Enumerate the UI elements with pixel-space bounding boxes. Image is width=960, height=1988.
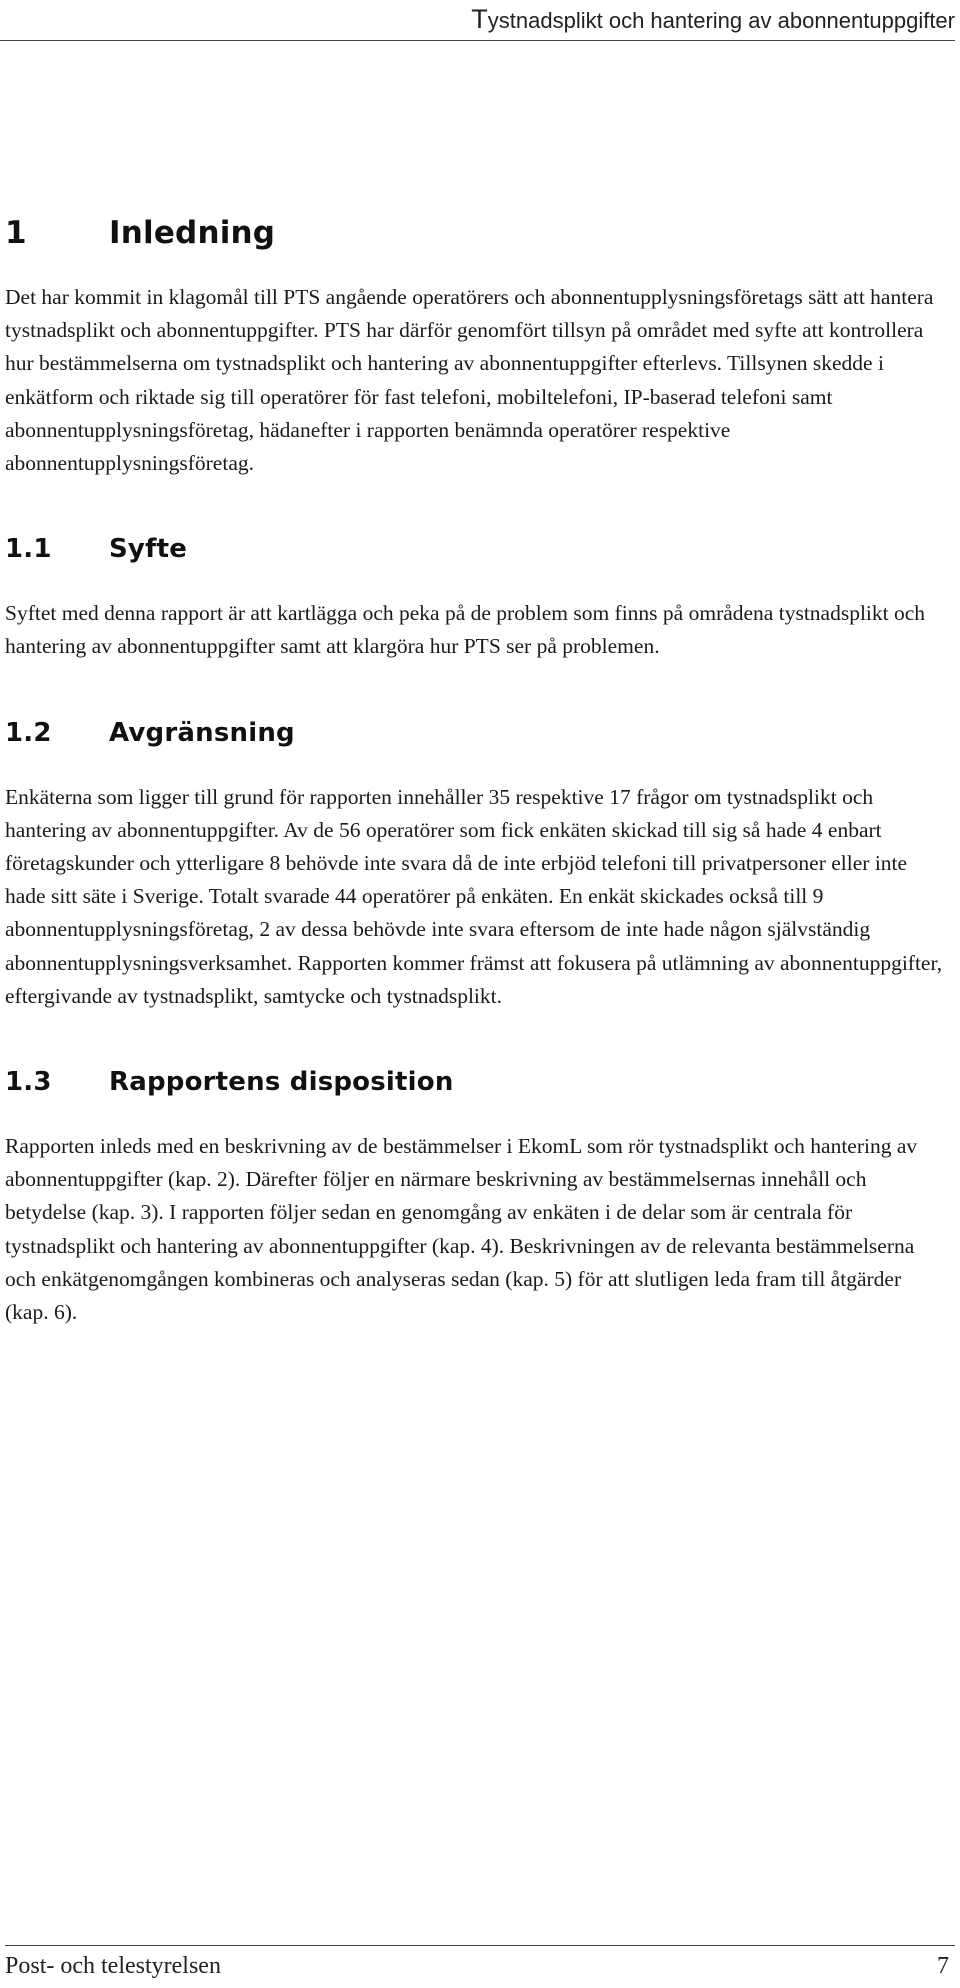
main-content xyxy=(5,213,945,1329)
section-heading-avgransning xyxy=(5,716,945,750)
running-header xyxy=(0,0,955,41)
section-title: Syfte xyxy=(109,534,188,565)
section-paragraph-disposition: Rapporten inleds med en beskrivning av de bestämmelser i EkomL som rör tystnadsplikt och hantering av abonnentuppgifter (kap. 2). Därefter följer en närmare beskrivning av bestämmelsernas innehåll och betydelse (kap. 3). I rapporten följer sedan en genomgång av enkäten i de delar som är centrala för tystnadsplikt och hantering av abonnentuppgifter (kap. 4). Beskrivningen av de relevanta bestämmelserna och enkätgenomgången kombineras och analyseras sedan (kap. 5) för att slutligen leda fram till åtgärder (kap. 6). xyxy=(5,1134,918,1325)
section-number: 1.1 xyxy=(5,534,52,565)
section-title: Avgränsning xyxy=(109,717,295,748)
section-paragraph-avgransning: Enkäterna som ligger till grund för rapporten innehåller 35 respektive 17 frågor om tystnadsplikt och hantering av abonnentuppgifter. Av de 56 operatörer som fick enkäten skickad till sig så hade 4 enbart företagskunder och ytterligare 8 behövde inte svara då de inte erbjöd telefoni till privatpersoner eller inte hade sitt säte i Sverige. Totalt svarade 44 operatörer på enkäten. En enkät skickades också till 9 abonnentupplysningsföretag, 2 av dessa behövde inte svara eftersom de inte hade någon självständig abonnentupplysningsverksamhet. Rapporten kommer främst att fokusera på utlämning av abonnentuppgifter, eftergivande av tystnadsplikt, samtycke och tystnadsplikt. xyxy=(5,784,943,1008)
footer-organization: Post- och telestyrelsen xyxy=(5,1953,221,1979)
section-heading-disposition xyxy=(5,1065,945,1099)
section-number: 1.3 xyxy=(5,1067,52,1098)
section-paragraph-inledning: Det har kommit in klagomål till PTS angående operatörers och abonnentupplysningsföretags sätt att hantera tystnadsplikt och abonnentuppgifter. PTS har därför genomfört tillsyn på området med syfte att kontrollera hur bestämmelserna om tystnadsplikt och hantering av abonnentuppgifter efterlevs. Tillsynen skedde i enkätform och riktade sig till operatörer för fast telefoni, mobiltelefoni, IP-baserad telefoni samt abonnentupplysningsföretag, hädanefter i rapporten benämnda operatörer respektive abonnentupplysningsföretag. xyxy=(5,285,934,476)
section-title: Inledning xyxy=(109,215,276,251)
header-title: ystnadsplikt och hantering av abonnentuppgifter xyxy=(487,8,955,33)
running-footer xyxy=(5,1945,955,1988)
section-title: Rapportens disposition xyxy=(109,1067,454,1098)
section-number: 1.2 xyxy=(5,717,52,748)
section-heading-inledning xyxy=(5,213,945,253)
section-paragraph-syfte: Syftet med denna rapport är att kartlägga och peka på de problem som finns på områdena tystnadsplikt och hantering av abonnentuppgifter samt att klargöra hur PTS ser på problemen. xyxy=(5,601,926,659)
section-number: 1 xyxy=(5,215,27,251)
header-title-initial: T xyxy=(471,4,488,34)
section-heading-syfte xyxy=(5,532,945,566)
page-number: 7 xyxy=(937,1953,949,1979)
